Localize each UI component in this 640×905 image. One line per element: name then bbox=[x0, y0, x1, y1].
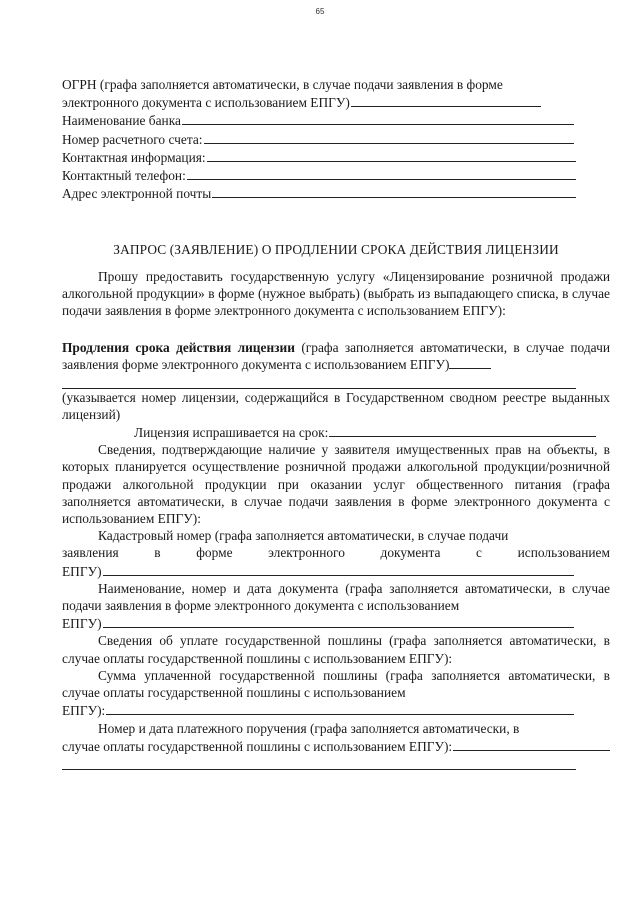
fee-amount-text: Сумма уплаченной государственной пошлины (графа заполняется автоматически, в случае оплаты государственной пошлины с использованием bbox=[62, 667, 610, 701]
ogrn-field[interactable] bbox=[351, 93, 541, 107]
account-number-field[interactable] bbox=[204, 130, 574, 144]
page-number: 65 bbox=[315, 7, 325, 16]
bank-name-row bbox=[62, 111, 610, 129]
payment-order-line1: Номер и дата платежного поручения (графа заполняется автоматически, в bbox=[98, 720, 520, 736]
cadastral-word: документа bbox=[380, 545, 441, 561]
ogrn-label-line2: электронного документа с использованием ЕПГУ) bbox=[62, 95, 350, 111]
license-number-note: (указывается номер лицензии, содержащийся в Государственном сводном реестре выданных лицензий) bbox=[62, 389, 610, 422]
form-content bbox=[62, 76, 610, 770]
extension-short-field[interactable] bbox=[449, 356, 491, 369]
payment-order-line2: случае оплаты государственной пошлины с использованием ЕПГУ): bbox=[62, 738, 453, 754]
fee-info-text: Сведения об уплате государственной пошлины (графа заполняется автоматически, в случае оплаты государственной пошлины с использованием ЕПГУ): bbox=[62, 633, 610, 666]
phone-field[interactable] bbox=[187, 166, 576, 180]
extension-paragraph bbox=[62, 339, 610, 373]
cadastral-row bbox=[62, 562, 610, 580]
email-label: Адрес электронной почты bbox=[62, 186, 212, 202]
contact-info-row bbox=[62, 148, 610, 166]
payment-order-field-2[interactable] bbox=[62, 755, 576, 770]
phone-label: Контактный телефон: bbox=[62, 168, 186, 184]
cadastral-word: в bbox=[154, 545, 161, 561]
fee-amount-field[interactable] bbox=[106, 701, 574, 715]
request-title: ЗАПРОС (ЗАЯВЛЕНИЕ) О ПРОДЛЕНИИ СРОКА ДЕЙСТВИЯ ЛИЦЕНЗИИ bbox=[113, 242, 559, 258]
document-row bbox=[62, 614, 610, 632]
bank-name-label: Наименование банка bbox=[62, 113, 181, 129]
contact-info-label: Контактная информация: bbox=[62, 149, 206, 165]
document-text: Наименование, номер и дата документа (графа заполняется автоматически, в случае подачи заявления в форме электронного документа с использованием bbox=[62, 580, 610, 614]
payment-order-field[interactable] bbox=[453, 737, 610, 751]
account-number-label: Номер расчетного счета: bbox=[62, 131, 203, 147]
fee-amount-row bbox=[62, 701, 610, 719]
extension-text: (графа заполняется автоматически, в случае подачи заявления форме электронного документа с использованием ЕПГУ) bbox=[62, 340, 610, 373]
extension-bold-label: Продления срока действия лицензии bbox=[62, 340, 295, 356]
email-field[interactable] bbox=[212, 184, 576, 198]
account-number-row bbox=[62, 130, 610, 148]
email-row bbox=[62, 184, 610, 202]
license-term-label: Лицензия испрашивается на срок: bbox=[134, 425, 329, 441]
cadastral-word: использованием bbox=[517, 545, 610, 561]
cadastral-word: форме bbox=[196, 545, 233, 561]
cadastral-line1: Кадастровый номер (графа заполняется автоматически, в случае подачи bbox=[98, 528, 509, 544]
request-text: Прошу предоставить государственную услугу «Лицензирование розничной продажи алкогольной продукции» в форме (нужное выбрать) (выбрать из выпадающего списка, в случае подачи заявления в форме электронного документа с использованием ЕПГУ): bbox=[62, 268, 610, 319]
license-term-row bbox=[62, 423, 610, 441]
cadastral-field[interactable] bbox=[103, 562, 574, 576]
ogrn-row bbox=[62, 93, 610, 111]
cadastral-word: заявления bbox=[62, 545, 119, 561]
cadastral-word: с bbox=[476, 545, 482, 561]
ogrn-label-line1: ОГРН (графа заполняется автоматически, в случае подачи заявления в форме bbox=[62, 77, 503, 92]
license-term-field[interactable] bbox=[329, 423, 596, 437]
payment-order-row bbox=[62, 737, 610, 755]
fee-amount-end: ЕПГУ): bbox=[62, 703, 106, 719]
document-end: ЕПГУ) bbox=[62, 616, 102, 632]
phone-row bbox=[62, 166, 610, 184]
cadastral-line2 bbox=[62, 544, 610, 561]
contact-info-field[interactable] bbox=[207, 148, 576, 162]
document-field[interactable] bbox=[103, 614, 574, 628]
cadastral-word: электронного bbox=[268, 545, 345, 561]
bank-name-field[interactable] bbox=[182, 111, 574, 125]
property-info-text: Сведения, подтверждающие наличие у заявителя имущественных прав на объекты, в которых планируется осуществление розничной продажи алкогольной продукции/розничной продажи алкогольной продукции при оказании услуг общественного питания (графа заполняется автоматически, в случае подачи заявления в форме электронного документа с использованием ЕПГУ): bbox=[62, 442, 610, 527]
cadastral-line3: ЕПГУ) bbox=[62, 563, 102, 579]
license-number-field[interactable] bbox=[62, 374, 576, 389]
